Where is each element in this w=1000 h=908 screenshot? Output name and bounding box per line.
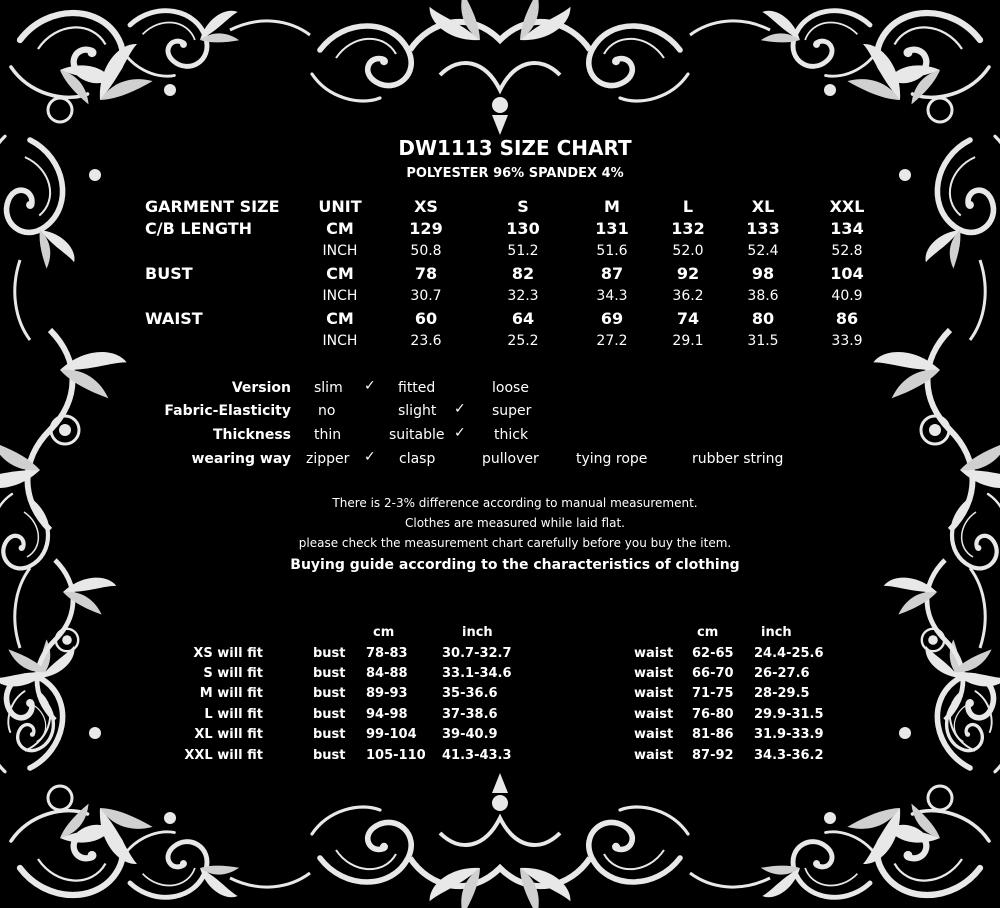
guide-cell: 35-36.6 [442,686,498,701]
guide-size-label: XXL will fit [184,748,263,763]
table-cell: 25.2 [507,333,539,349]
guide-bust-label: bust [313,727,346,742]
guide-cell: 39-40.9 [442,727,498,742]
option-clasp: clasp [399,451,436,467]
option-no: no [318,403,336,419]
option-slim: slim [314,380,343,396]
guide-cell: 99-104 [366,727,417,742]
note-line: There is 2-3% difference according to manual measurement. [332,496,698,510]
note-line: Clothes are measured while laid flat. [405,516,625,530]
table-cell: 133 [746,219,780,238]
unit-cm: CM [326,309,354,328]
option-thick: thick [494,427,529,443]
table-cell: 104 [830,264,864,283]
header-xs: XS [414,197,438,216]
header-s: S [517,197,529,216]
guide-title: Buying guide according to the characteristics of clothing [290,557,740,573]
header-xxl: XXL [829,197,865,216]
characteristic-label-elasticity: Fabric-Elasticity [164,403,291,419]
guide-cell: 94-98 [366,707,408,722]
guide-cell: 29.9-31.5 [754,707,824,722]
table-cell: 60 [414,309,438,328]
table-cell: 51.2 [507,243,539,259]
characteristic-label-version: Version [231,380,291,396]
characteristic-label-wearing-way: wearing way [191,451,291,467]
guide-waist-label: waist [634,646,674,661]
table-cell: 74 [676,309,700,328]
unit-cm: CM [326,264,354,283]
table-cell: 131 [595,219,629,238]
table-cell: 134 [830,219,864,238]
table-cell: 92 [676,264,700,283]
table-cell: 82 [511,264,535,283]
table-cell: 34.3 [596,288,628,304]
guide-cell: 78-83 [366,646,408,661]
guide-cell: 31.9-33.9 [754,727,824,742]
unit-inch: INCH [322,243,358,259]
guide-cell: 71-75 [692,686,734,701]
guide-bust-label: bust [313,646,346,661]
table-cell: 32.3 [507,288,539,304]
check-icon: ✓ [454,401,466,417]
guide-cell: 89-93 [366,686,408,701]
guide-cell: 84-88 [366,666,408,681]
guide-cell: 87-92 [692,748,734,763]
guide-size-label: M will fit [199,686,263,701]
guide-cell: 105-110 [366,748,426,763]
row-label-waist: WAIST [145,309,203,328]
guide-waist-label: waist [634,748,674,763]
option-tying-rope: tying rope [576,451,648,467]
option-fitted: fitted [398,380,436,396]
guide-cell: 81-86 [692,727,734,742]
table-cell: 64 [511,309,535,328]
guide-cell: 26-27.6 [754,666,810,681]
guide-cell: 33.1-34.6 [442,666,512,681]
guide-cell: 30.7-32.7 [442,646,512,661]
option-zipper: zipper [306,451,350,467]
note-line: please check the measurement chart carefully before you buy the item. [298,536,732,550]
guide-col-inch: inch [462,625,493,640]
guide-cell: 28-29.5 [754,686,810,701]
option-slight: slight [398,403,437,419]
header-xl: XL [751,197,775,216]
unit-inch: INCH [322,288,358,304]
table-cell: 29.1 [672,333,704,349]
unit-inch: INCH [322,333,358,349]
table-cell: 80 [751,309,775,328]
guide-bust-label: bust [313,686,346,701]
guide-size-label: XS will fit [193,646,263,661]
table-cell: 30.7 [410,288,442,304]
option-pullover: pullover [482,451,539,467]
table-cell: 87 [600,264,624,283]
guide-size-label: L will fit [204,707,263,722]
guide-cell: 62-65 [692,646,734,661]
guide-waist-label: waist [634,686,674,701]
check-icon: ✓ [364,449,376,465]
guide-cell: 24.4-25.6 [754,646,824,661]
table-cell: 23.6 [410,333,442,349]
guide-waist-label: waist [634,666,674,681]
characteristic-label-thickness: Thickness [212,427,291,443]
table-cell: 38.6 [747,288,779,304]
guide-cell: 37-38.6 [442,707,498,722]
option-suitable: suitable [389,427,445,443]
unit-cm: CM [326,219,354,238]
option-rubber-string: rubber string [692,451,784,467]
guide-col-cm: cm [697,625,719,640]
option-loose: loose [492,380,529,396]
check-icon: ✓ [454,425,466,441]
table-cell: 51.6 [596,243,628,259]
guide-col-cm: cm [373,625,395,640]
guide-waist-label: waist [634,727,674,742]
guide-bust-label: bust [313,748,346,763]
guide-cell: 76-80 [692,707,734,722]
option-super: super [492,403,532,419]
guide-bust-label: bust [313,707,346,722]
table-cell: 52.0 [672,243,704,259]
table-cell: 27.2 [596,333,628,349]
table-cell: 86 [835,309,859,328]
guide-col-inch: inch [761,625,792,640]
header-unit: UNIT [318,197,362,216]
guide-size-label: S will fit [203,666,263,681]
table-cell: 36.2 [672,288,704,304]
table-cell: 52.4 [747,243,779,259]
guide-waist-label: waist [634,707,674,722]
table-cell: 52.8 [831,243,863,259]
header-garment-size: GARMENT SIZE [145,197,280,216]
guide-size-label: XL will fit [194,727,263,742]
table-cell: 132 [671,219,705,238]
chart-title: DW1113 SIZE CHART [398,136,632,160]
table-cell: 69 [600,309,624,328]
guide-cell: 34.3-36.2 [754,748,824,763]
material-label: POLYESTER 96% SPANDEX 4% [406,166,624,181]
table-cell: 78 [414,264,438,283]
guide-cell: 66-70 [692,666,734,681]
table-cell: 31.5 [747,333,779,349]
check-icon: ✓ [364,378,376,394]
row-label-bust: BUST [145,264,193,283]
table-cell: 130 [506,219,540,238]
table-cell: 129 [409,219,443,238]
header-m: M [604,197,620,216]
table-cell: 98 [751,264,775,283]
guide-cell: 41.3-43.3 [442,748,512,763]
header-l: L [682,197,694,216]
table-cell: 50.8 [410,243,442,259]
table-cell: 40.9 [831,288,863,304]
row-label-length: C/B LENGTH [145,219,253,238]
option-thin: thin [314,427,342,443]
guide-bust-label: bust [313,666,346,681]
table-cell: 33.9 [831,333,863,349]
